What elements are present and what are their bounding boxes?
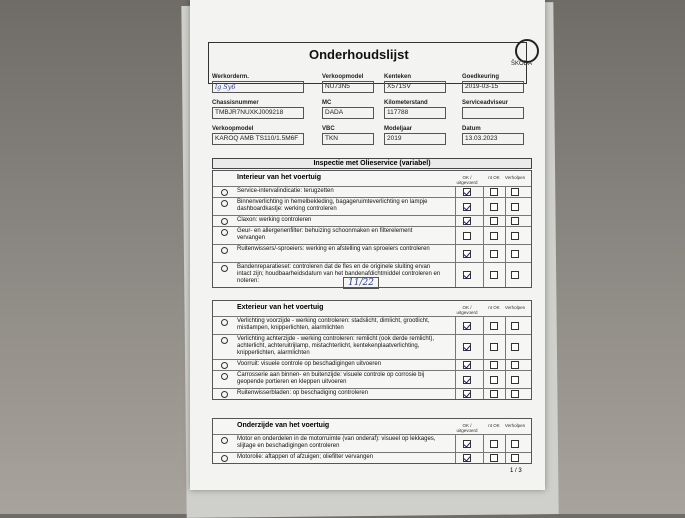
ok-checkbox[interactable] — [463, 188, 471, 196]
field-value — [462, 107, 524, 119]
field-label: Verkoopmodel — [212, 126, 254, 132]
column-divider — [505, 371, 506, 388]
ok-checkbox[interactable] — [463, 322, 471, 330]
column-divider — [505, 435, 506, 452]
column-divider — [483, 453, 484, 463]
header-field — [322, 126, 374, 145]
column-header: Verholpen — [504, 305, 526, 310]
column-divider — [505, 198, 506, 215]
checklist-row — [213, 226, 531, 244]
header-field — [384, 126, 446, 145]
checklist-row — [213, 262, 531, 287]
header-field — [462, 100, 524, 119]
row-marker-icon — [221, 362, 228, 369]
ok-checkbox[interactable] — [463, 343, 471, 351]
header-field — [384, 100, 446, 119]
column-divider — [483, 335, 484, 359]
column-divider — [455, 227, 456, 244]
row-text: Motor en onderdelen in de motorruimte (van onderaf): visueel op lekkages, slijtage en beschadigingen controleren — [237, 436, 436, 449]
page-number: 1 / 3 — [510, 468, 522, 474]
column-divider — [455, 371, 456, 388]
column-divider — [505, 389, 506, 399]
checklist-row — [213, 334, 531, 359]
fixed-checkbox[interactable] — [511, 376, 519, 384]
header-field — [384, 74, 446, 93]
column-header: Verholpen — [504, 175, 526, 180]
ok-checkbox[interactable] — [463, 217, 471, 225]
column-divider — [505, 360, 506, 370]
checklist-section — [212, 300, 532, 400]
row-marker-icon — [221, 391, 228, 398]
ok-checkbox[interactable] — [463, 440, 471, 448]
column-divider — [455, 389, 456, 399]
column-divider — [483, 317, 484, 334]
column-divider — [505, 187, 506, 197]
field-value: NU73N5 — [322, 81, 374, 93]
field-value: TKN — [322, 133, 374, 145]
column-header: Verholpen — [504, 423, 526, 428]
checklist-row — [213, 359, 531, 370]
field-value: 117788 — [384, 107, 446, 119]
field-label: MC — [322, 100, 332, 106]
fixed-checkbox[interactable] — [511, 390, 519, 398]
row-text: Motorolie: aftappen of afzuigen; oliefilter vervangen — [237, 454, 374, 460]
column-divider — [455, 198, 456, 215]
field-value: X571SV — [384, 81, 446, 93]
not-ok-checkbox[interactable] — [490, 376, 498, 384]
header-field — [462, 74, 524, 93]
section-title: Exterieur van het voertuig — [237, 304, 324, 311]
header-fields — [212, 74, 530, 160]
checklist-row — [213, 244, 531, 262]
row-text: Ruitenwisserbladen: op beschadiging controleren — [237, 390, 369, 396]
row-marker-icon — [221, 200, 228, 207]
field-label: Verkoopmodel — [322, 74, 364, 80]
row-marker-icon — [221, 189, 228, 196]
checklist-row — [213, 186, 531, 197]
fixed-checkbox[interactable] — [511, 188, 519, 196]
expiry-note: 11/22 — [343, 277, 379, 289]
column-divider — [483, 389, 484, 399]
checklist-row — [213, 370, 531, 388]
checklist-row — [213, 197, 531, 215]
row-text: Binnenverlichting in hemelbekleding, bagageruimteverlichting en lampje dashboardkastje: werking controleren — [237, 199, 428, 212]
row-text: Verlichting achterzijde - werking controleren: remlicht (ook derde remlicht), achterlicht, achteruitrijlamp, mistachterlicht, kentekenplaatverlichting, knipperlichten, alarmlichten — [237, 336, 435, 356]
fixed-checkbox[interactable] — [511, 322, 519, 330]
column-header: nt OK — [488, 175, 500, 180]
column-divider — [455, 216, 456, 226]
column-divider — [455, 453, 456, 463]
column-divider — [505, 317, 506, 334]
ok-checkbox[interactable] — [463, 454, 471, 462]
fixed-checkbox[interactable] — [511, 361, 519, 369]
fixed-checkbox[interactable] — [511, 454, 519, 462]
column-divider — [483, 360, 484, 370]
column-divider — [505, 335, 506, 359]
column-divider — [455, 187, 456, 197]
field-label: Kenteken — [384, 74, 412, 80]
column-header: nt OK — [488, 305, 500, 310]
skoda-logo-icon — [515, 39, 539, 63]
not-ok-checkbox[interactable] — [490, 454, 498, 462]
not-ok-checkbox[interactable] — [490, 440, 498, 448]
column-divider — [455, 317, 456, 334]
field-value: lg Sy6 — [212, 81, 304, 93]
ok-checkbox[interactable] — [463, 271, 471, 279]
header-field — [322, 74, 374, 93]
ok-checkbox[interactable] — [463, 390, 471, 398]
row-marker-icon — [221, 373, 228, 380]
maintenance-sheet — [190, 0, 545, 490]
column-divider — [483, 435, 484, 452]
column-header: OK / uitgevoerd — [456, 175, 478, 185]
ok-checkbox[interactable] — [463, 361, 471, 369]
fixed-checkbox[interactable] — [511, 271, 519, 279]
column-divider — [455, 435, 456, 452]
field-value: DADA — [322, 107, 374, 119]
not-ok-checkbox[interactable] — [490, 271, 498, 279]
not-ok-checkbox[interactable] — [490, 250, 498, 258]
column-divider — [505, 245, 506, 262]
document-title: Onderhoudslijst — [309, 47, 409, 62]
column-header: nt OK — [488, 423, 500, 428]
not-ok-checkbox[interactable] — [490, 390, 498, 398]
field-label: Modeljaar — [384, 126, 413, 132]
section-title: Onderzijde van het voertuig — [237, 422, 330, 429]
header-field — [212, 126, 304, 145]
column-divider — [455, 335, 456, 359]
column-divider — [483, 371, 484, 388]
ok-checkbox[interactable] — [463, 203, 471, 211]
section-title: Interieur van het voertuig — [237, 174, 322, 181]
field-value: KAROQ AMB TS110/1.5M6F — [212, 133, 304, 145]
row-text: Service-intervalindicatie: terugzetten — [237, 188, 334, 194]
column-divider — [483, 198, 484, 215]
checklist-row — [213, 434, 531, 452]
row-text: Ruitenwissers/-sproeiers: werking en afstelling van sproeiers controleren — [237, 246, 430, 252]
column-divider — [483, 187, 484, 197]
field-value: 2019-03-15 — [462, 81, 524, 93]
field-value: 2019 — [384, 133, 446, 145]
field-label: Serviceadviseur — [462, 100, 509, 106]
not-ok-checkbox[interactable] — [490, 361, 498, 369]
column-divider — [483, 216, 484, 226]
row-text: Bandenreparatieset: controleren dat de fles en de originele sluiting ervan intact zijn; houdbaarheidsdatum van het bandenafdichtmiddel controleren en noteren: — [237, 264, 441, 284]
column-divider — [455, 245, 456, 262]
not-ok-checkbox[interactable] — [490, 343, 498, 351]
checklist-section — [212, 170, 532, 288]
row-marker-icon — [221, 229, 228, 236]
not-ok-checkbox[interactable] — [490, 217, 498, 225]
row-text: Voorruit: visuele controle op beschadigingen uitvoeren — [237, 361, 382, 367]
checklist-row — [213, 316, 531, 334]
field-value: TMBJR7NUXKJ009218 — [212, 107, 304, 119]
fixed-checkbox[interactable] — [511, 217, 519, 225]
field-label: Kilometerstand — [384, 100, 428, 106]
row-text: Geur- en allergenenfilter: behuizing schoonmaken en filterelement vervangen — [237, 228, 413, 241]
column-divider — [455, 263, 456, 287]
fixed-checkbox[interactable] — [511, 250, 519, 258]
fixed-checkbox[interactable] — [511, 440, 519, 448]
row-text: Carrosserie aan binnen- en buitenzijde: visuele controle op corrosie bij geopende portieren en kleppen uitvoeren — [237, 372, 425, 385]
ok-checkbox[interactable] — [463, 250, 471, 258]
column-divider — [505, 227, 506, 244]
checklist-section — [212, 418, 532, 464]
column-divider — [483, 227, 484, 244]
header-field — [322, 100, 374, 119]
row-marker-icon — [221, 455, 228, 462]
checklist-row — [213, 388, 531, 399]
field-label: Chassisnummer — [212, 100, 259, 106]
column-header: OK / uitgevoerd — [456, 305, 478, 315]
column-divider — [483, 245, 484, 262]
not-ok-checkbox[interactable] — [490, 203, 498, 211]
column-divider — [505, 453, 506, 463]
row-text: Verlichting voorzijde - werking controleren: stadslicht, dimlicht, grootlicht, mistlampen, knipperlichten, alarmlichten — [237, 318, 430, 331]
row-marker-icon — [221, 247, 228, 254]
header-field — [462, 126, 524, 145]
column-header: OK / uitgevoerd — [456, 423, 478, 433]
header-field — [212, 100, 304, 119]
ok-checkbox[interactable] — [463, 376, 471, 384]
field-label: Goedkeuring — [462, 74, 500, 80]
checklist-row — [213, 452, 531, 463]
field-label: VBC — [322, 126, 335, 132]
fixed-checkbox[interactable] — [511, 203, 519, 211]
row-marker-icon — [221, 218, 228, 225]
row-marker-icon — [221, 265, 228, 272]
field-value: 13.03.2023 — [462, 133, 524, 145]
row-marker-icon — [221, 319, 228, 326]
row-text: Claxon: werking controleren — [237, 217, 312, 223]
inspection-banner: Inspectie met Olieservice (variabel) — [212, 158, 532, 169]
field-label: Datum — [462, 126, 481, 132]
fixed-checkbox[interactable] — [511, 232, 519, 240]
not-ok-checkbox[interactable] — [490, 232, 498, 240]
row-marker-icon — [221, 437, 228, 444]
ok-checkbox[interactable] — [463, 232, 471, 240]
row-marker-icon — [221, 337, 228, 344]
column-divider — [483, 263, 484, 287]
header-field — [212, 74, 304, 93]
column-divider — [505, 263, 506, 287]
not-ok-checkbox[interactable] — [490, 188, 498, 196]
checklist-row — [213, 215, 531, 226]
brand-label: ŠKODA — [511, 61, 533, 67]
not-ok-checkbox[interactable] — [490, 322, 498, 330]
field-label: Werkorderm. — [212, 74, 249, 80]
fixed-checkbox[interactable] — [511, 343, 519, 351]
column-divider — [455, 360, 456, 370]
column-divider — [505, 216, 506, 226]
